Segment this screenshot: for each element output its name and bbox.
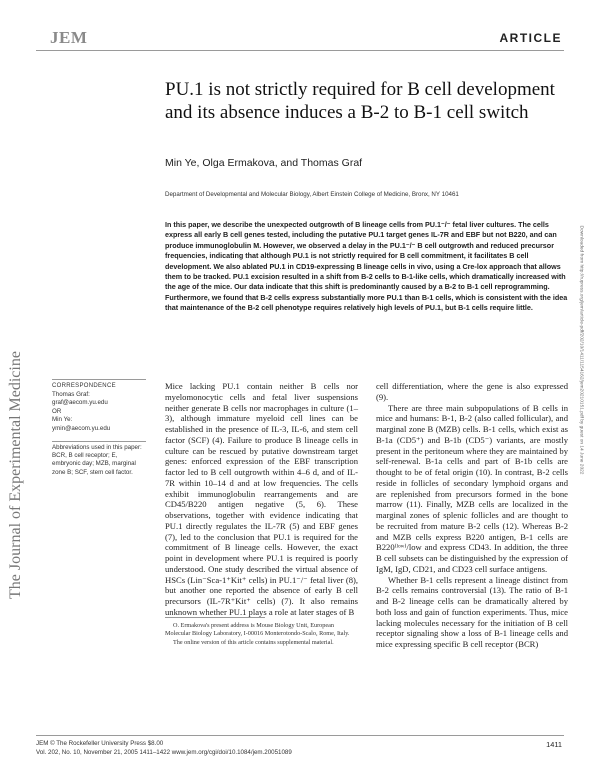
author-list: Min Ye, Olga Ermakova, and Thomas Graf [165,157,363,169]
abbreviations-divider [52,441,146,442]
body-column-right [376,381,568,650]
article-title: PU.1 is not strictly required for B cell development and its absence induces a B-2 to B-1 cell switch [165,79,555,123]
page-number: 1411 [546,740,562,749]
correspondence-divider [52,379,146,380]
abbreviations: Abbreviations used in this paper: BCR, B cell receptor; E, embryonic day; MZB, marginal zone B; SCF, stem cell factor. [52,444,142,476]
correspondence-email-link[interactable]: graf@aecom.yu.edu [52,399,108,407]
body-column-left [165,381,358,618]
affiliation: Department of Developmental and Molecular Biology, Albert Einstein College of Medicine, Bronx, NY 10461 [165,191,459,198]
body-paragraph: cell differentiation, where the gene is also expressed (9). [376,381,568,402]
vertical-journal-text: The Journal of Experimental Medicine [7,351,24,599]
footer-citation [36,740,292,757]
correspondence-name: Min Ye: [52,416,73,424]
body-paragraph: Mice lacking PU.1 contain neither B cells nor myelomonocytic cells and fetal liver suspensions neither generate B cells nor macrophages in culture (1–3), although immature myeloid cell lines can be established in the presence of IL-3, IL-6, and stem cell factor (SCF) (4). Failure to produce B lineage cells in culture can be rescued by putative downstream target genes: enforced expression of the EBF transcription factor led to B cell outgrowth within 4–6 d, and of IL-7R within 10–14 d and at low frequencies. The cells exhibit immunoglobulin rearrangements and are CD45/B220 antigen negative (5, 6). These observations, together with evidence indicating that PU.1 directly regulates the IL-7R (5) and EBF genes (7), led to the conclusion that PU.1 is required for the commitment of B lineage cells. However, the exact point in development where PU.1 is required is poorly understood. One study described the virtual absence of HSCs (Lin⁻Sca-1⁺Kit⁺ cells) in PU.1⁻/⁻ fetal liver (8), but another one reported the absence of early B cell precursors (IL-7R⁺Kit⁺ cells) (7). It also remains unknown whether PU.1 plays a role at later stages of B [165,381,358,617]
abstract: In this paper, we describe the unexpected outgrowth of B lineage cells from PU.1⁻/⁻ fetal liver cultures. The cells express all early B cell genes tested, including the putative PU.1 target genes IL-7R and EBF but not B220, and can produce immunoglobulin M. However, we observed a delay in the PU.1⁻/⁻ B cell outgrowth and reduced precursor frequencies, indicating that although PU.1 is not strictly required for B cell commitment, it facilitates B cell development. We also ablated PU.1 in CD19-expressing B lineage cells in vivo, using a Cre-lox approach that allows them to be tracked. PU.1 excision resulted in a shift from B-2 cells to B-1-like cells, which dramatically increased with the age of the mice. Our data indicate that this shift is predominantly caused by a B-2 to B-1 cell reprogramming. Furthermore, we found that B-2 cells express substantially more PU.1 than B-1 cells, which is consistent with the idea that maintenance of the B-2 cell phenotype requires relatively high levels of PU.1, but B-1 cells require little. [165,220,568,313]
correspondence-block [52,382,146,434]
footnote-online: The online version of this article contains supplemental material. [173,638,334,646]
footer-volume-doi[interactable]: Vol. 202, No. 10, November 21, 2005 1411–1422 www.jem.org/cgi/doi/10.1084/jem.20051089 [36,748,292,756]
footnotes [165,622,358,647]
correspondence-name: Thomas Graf: [52,390,90,398]
section-label: ARTICLE [499,31,562,45]
body-paragraph: There are three main subpopulations of B cells in mice and humans: B-1, B-2 (also called follicular), and marginal zone B (MZB) cells. B-1 cells, which exist as B-1a (CD5⁺) and B-1b (CD5⁻) variants, are mostly present in the peritoneum where they are maintained by self-renewal. B-1a cells and part of B-1b cells are thought to be of fetal origin (10). In contrast, B-2 cells reside in follicles of secondary lymphoid organs and are replenished from precursors formed in the bone marrow (11). Finally, MZB cells are localized in the marginal zones of splenic follicles and are thought to be recruited from mature B-2 cells (12). Whereas B-2 and MZB cells express B220 antigen, B-1 cells are B220⁽ˡᵒʷ⁾/low and express CD43. In addition, the three B cell subsets can be distinguished by the expression of IgM, IgD, CD21, and CD23 cell surface antigens. [376,402,568,574]
footer-divider [36,735,564,736]
correspondence-email-link[interactable]: ymin@aecom.yu.edu [52,424,111,432]
header-divider [36,50,564,51]
footnote-divider [165,617,265,618]
journal-logo: JEM [50,28,88,47]
footer-publisher: JEM © The Rockefeller University Press $8.00 [36,740,164,747]
correspondence-heading: CORRESPONDENCE [52,383,116,389]
footnote-address: O. Ermakova's present address is Mouse Biology Unit, European Molecular Biology Laboratory, I-00016 Monterotondo-Scalo, Rome, Italy. [165,622,350,638]
correspondence-or: OR [52,407,62,415]
download-note-text: Downloaded from http://rupress.org/jem/article-pdf/202/10/1411/1154162/jem20210151.pdf by guest on 14 June 2022 [578,225,584,475]
body-paragraph: Whether B-1 cells represent a lineage distinct from B-2 cells remains controversial (13). The ratio of B-1 and B-2 lineage cells can be dramatically altered by both loss and gain of function experiments. Thus, mice lacking molecules necessary for the initiation of B cell receptor signaling show a loss of B-1 lineage cells and mice expressing specific B cell receptor (BCR) [376,574,568,649]
